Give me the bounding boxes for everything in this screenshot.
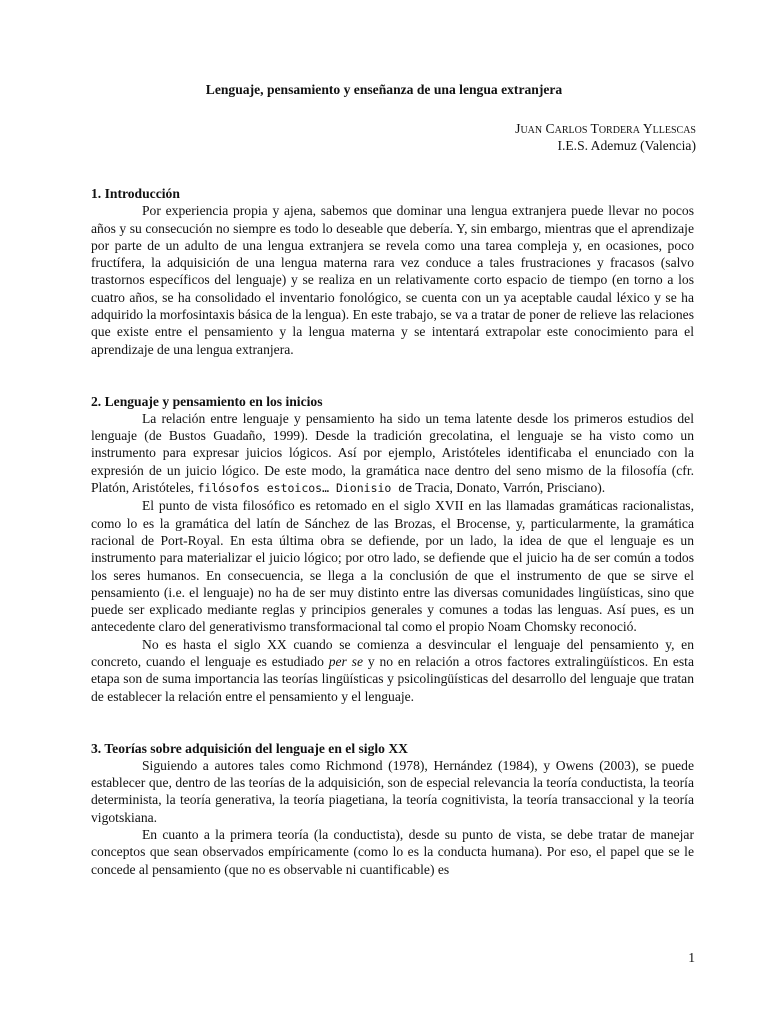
author-name: Juan Carlos Tordera Yllescas [515, 121, 696, 136]
emphasis-per-se: per se [328, 654, 363, 670]
paragraph-text: Tracia, Donato, Varrón, Prisciano). [412, 480, 606, 496]
document-body [91, 185, 694, 878]
paragraph [91, 410, 694, 497]
paragraph: Siguiendo a autores tales como Richmond (1978), Hernández (1984), y Owens (2003), se puede establecer que, dentro de las teorías de la adquisición, son de especial relevancia la teoría conductista, la teoría determinista, la teoría generativa, la teoría piagetiana, la teoría cognitivista, la teoría transaccional y la teoría vigotskiana. [91, 757, 694, 825]
section-heading-introduccion: 1. Introducción [91, 186, 180, 201]
paragraph-text: y no en relación a otros factores extralingüísticos. En esta etapa son de suma importancia las teorías lingüísticas y psicolingüísticas del desarrollo del lenguaje que tratan de establecer la relación entre el pensamiento y el lenguaje. [91, 654, 694, 704]
author-block [515, 120, 696, 154]
document-title: Lenguaje, pensamiento y enseñanza de una lengua extranjera [205, 82, 563, 97]
paragraph: En cuanto a la primera teoría (la conductista), desde su punto de vista, se debe tratar de manejar conceptos que sean observados empíricamente (como lo es la conducta humana). Por eso, el papel que se le concede al pensamiento (que no es observable ni cuantificable) es [91, 826, 694, 877]
paragraph-text: No es hasta el siglo XX cuando se comienza a desvincular el lenguaje del pensamiento y, en concreto, cuando el lenguaje es estudiado [91, 636, 694, 670]
section-heading-teorias: 3. Teorías sobre adquisición del lenguaje en el siglo XX [91, 740, 408, 756]
paragraph: Por experiencia propia y ajena, sabemos que dominar una lengua extranjera puede llevar no pocos años y su consecución no siempre es todo lo deseable que debería. Y, sin embargo, mientras que el aprendizaje por parte de un adulto de una lengua extranjera se revela como una tarea compleja y, en ocasiones, poco fructífera, la adquisición de una lengua materna rara vez conduce a tales frustraciones y fracasos (salvo trastornos específicos del lenguaje) y se realiza en un relativamente corto espacio de tiempo (en torno a los cuatro años, se ha consolidado el inventario fonológico, se cuenta con un ya aceptable caudal léxico y se ha adquirido la morfosintaxis básica de la lengua). En este trabajo, se va a tratar de poner de relieve las relaciones que existe entre el pensamiento y la lengua materna y se intentará extrapolar este conocimiento para el aprendizaje de una lengua extranjera. [91, 203, 694, 357]
paragraph: El punto de vista filosófico es retomado en el siglo XVII en las llamadas gramáticas racionalistas, como lo es la gramática del latín de Sánchez de las Brozas, el Brocense, y, particularmente, la gramática racional de Port-Royal. En esta última obra se defiende, por un lado, la idea de que el lenguaje es un instrumento para materializar el juicio lógico; por otro lado, se defiende que el juicio ha de ser común a todos los seres humanos. En consecuencia, se llega a la conclusión de que el instrumento de que se sirve el pensamiento (i.e. el lenguaje) no ha de ser muy distinto entre las diversas comunidades lingüísticas, sino que puede ser explicado mediante reglas y principios generales y comunes a todas las lenguas. Así pues, es un antecedente claro del generativismo transformacional tal como el propio Noam Chomsky reconoció. [91, 498, 694, 635]
paragraph-text-mono: filósofos estoicos… Dionisio de [197, 481, 413, 496]
section-heading-lenguaje-pensamiento: 2. Lenguaje y pensamiento en los inicios [91, 393, 323, 409]
paragraph [91, 636, 694, 705]
author-affiliation: I.E.S. Ademuz (Valencia) [557, 138, 696, 153]
page-number: 1 [688, 950, 695, 965]
paragraph-text: La relación entre lenguaje y pensamiento ha sido un tema latente desde los primeros estudios del lenguaje (de Bustos Guadaño, 1999). Desde la tradición grecolatina, el lenguaje se ha visto como un instrumento para expresar juicios lógicos. Así por ejemplo, Aristóteles identificaba el enunciado con la expresión de un juicio lógico. De este modo, la gramática nace dentro del seno mismo de la filosofía (cfr. Platón, Aristóteles, [91, 410, 694, 496]
